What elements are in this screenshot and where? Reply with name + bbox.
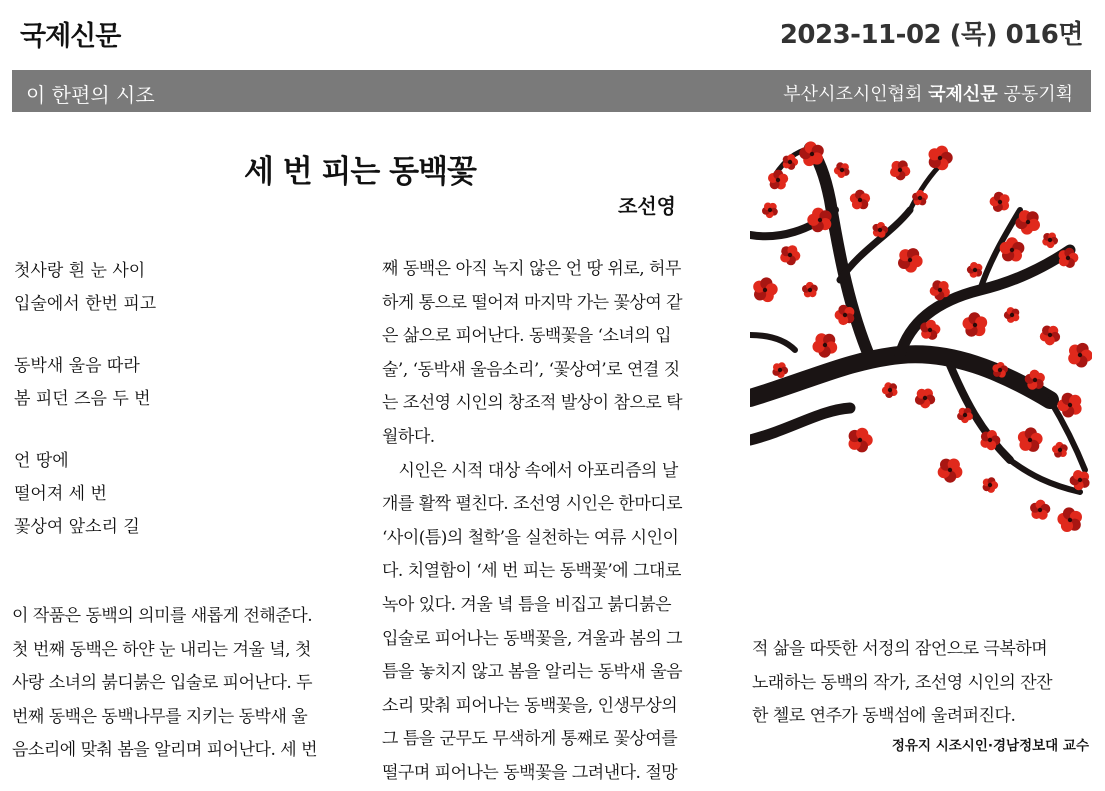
blossom-center	[988, 483, 992, 487]
blossom-center	[1078, 353, 1082, 357]
blossom-center	[948, 468, 952, 472]
commentary-line: 한 첼로 연주가 동백섬에 울려퍼진다.	[752, 706, 1016, 727]
commentary-line: 이 작품은 동백의 의미를 새롭게 전해준다.	[12, 606, 313, 626]
commentary-line: 은 삶으로 피어난다. 동백꽃을 ‘소녀의 입	[382, 326, 672, 347]
commentary-line: 소리 맞춰 피어나는 동백꽃을, 인생무상의	[382, 695, 678, 716]
commentary-line: 개를 활짝 펼친다. 조선영 시인은 한마디로	[382, 494, 683, 515]
blossom-petal	[975, 316, 987, 328]
commentary-line: 술’, ‘동박새 울음소리’, ‘꽃상여’로 연결 짓	[382, 359, 680, 380]
blossom-center	[818, 218, 822, 222]
blossom-center	[998, 200, 1002, 204]
section-title: 이 한편의 시조	[26, 83, 155, 107]
blossom-center	[1068, 403, 1072, 407]
commentary-line: 번째 동백은 동백나무를 지키는 동박새 울	[12, 706, 308, 727]
commentary-column-3	[752, 633, 1092, 734]
blossom-center	[1058, 448, 1062, 452]
poem-line: 첫사랑 흰 눈 사이	[14, 261, 146, 281]
blossom-center	[1026, 220, 1030, 224]
sponsor-suffix: 공동기획	[1003, 84, 1073, 105]
commentary-line: 입술로 피어나는 동백꽃을, 겨울과 봄의 그	[382, 628, 683, 649]
blossom-center	[1048, 238, 1052, 242]
blossom-center	[923, 396, 927, 400]
issue-dateline: 2023-11-02 (목) 016면	[779, 20, 1083, 50]
commentary-column-2	[382, 253, 722, 791]
commentary-line: 그 틈을 군무도 무색하게 통째로 꽃상여를	[382, 729, 678, 750]
sponsor-credit	[783, 80, 1073, 106]
blossom-petal	[838, 315, 848, 325]
blossom-center	[908, 258, 912, 262]
poem-line: 입술에서 한번 피고	[14, 294, 157, 314]
commentary-line: 첫 번째 동백은 하얀 눈 내리는 겨울 녘, 첫	[12, 639, 311, 660]
commentary-line: 녹아 있다. 겨울 녘 틈을 비집고 붉디붉은	[382, 594, 672, 615]
blossom-petal	[910, 255, 922, 267]
poem-line: 동박새 울음 따라	[14, 356, 140, 376]
poem-line: 봄 피던 즈음 두 번	[14, 389, 151, 409]
poem-title: 세 번 피는 동백꽃	[244, 154, 476, 190]
commentary-line: 하게 통으로 떨어져 마지막 가는 꽃상여 같	[382, 292, 683, 313]
blossom-center	[1028, 438, 1032, 442]
blossom-center	[973, 323, 977, 327]
blossom-cluster	[753, 141, 1092, 532]
commentary-line: 사랑 소녀의 붉디붉은 입술로 피어난다. 두	[12, 673, 313, 694]
blossom-center	[858, 198, 862, 202]
blossom-petal	[778, 174, 788, 184]
blossom-center	[778, 368, 782, 372]
blossom-center	[823, 343, 827, 347]
sponsor-paper: 국제신문	[928, 84, 998, 105]
blossom-petal	[856, 428, 868, 440]
blossom-petal	[813, 341, 825, 353]
blossom-center	[1078, 478, 1082, 482]
blossom-center	[810, 152, 814, 156]
blossom-center	[840, 168, 844, 172]
blossom-center	[1033, 378, 1037, 382]
blossom-center	[938, 288, 942, 292]
camellia-branch-illustration	[750, 140, 1092, 532]
blossom-petal	[807, 214, 819, 226]
blossom-center	[938, 156, 942, 160]
commentary-line: 음소리에 맞춰 봄을 알리며 피어난다. 세 번	[12, 740, 318, 761]
blossom-center	[843, 313, 847, 317]
section-band	[12, 70, 1091, 112]
poem-line: 꽃상여 앞소리 길	[14, 517, 140, 537]
poem-line: 언 땅에	[14, 451, 69, 471]
commentary-line: 째 동백은 아직 녹지 않은 언 땅 위로, 허무	[382, 259, 681, 279]
publication-name: 국제신문	[20, 21, 121, 52]
commentary-line: 시인은 시적 대상 속에서 아포리즘의 날	[382, 460, 678, 481]
blossom-center	[776, 178, 780, 182]
blossom-center	[808, 288, 812, 292]
blossom-petal	[1000, 242, 1012, 254]
blossom-center	[1048, 333, 1052, 337]
blossom-center	[998, 368, 1002, 372]
blossom-center	[898, 168, 902, 172]
commentary-line: 노래하는 동백의 작가, 조선영 시인의 잔잔	[752, 672, 1053, 693]
blossom-center	[973, 268, 977, 272]
blossom-center	[928, 328, 932, 332]
poem-line: 떨어져 세 번	[14, 484, 107, 504]
blossom-center	[1010, 248, 1014, 252]
blossom-center	[878, 228, 882, 232]
commentary-line: 는 조선영 시인의 창조적 발상이 참으로 탁	[382, 393, 683, 414]
blossom-center	[988, 438, 992, 442]
blossom-center	[1066, 256, 1070, 260]
commentary-column-1	[12, 600, 352, 768]
blossom-center	[788, 253, 792, 257]
commentary-line: 적 삶을 따뜻한 서정의 잠언으로 극복하며	[752, 639, 1048, 659]
blossom-center	[788, 160, 792, 164]
commentary-line: ‘사이(틈)의 철학’을 실천하는 여류 시인이	[382, 527, 679, 548]
blossom-center	[1068, 518, 1072, 522]
commentary-line: 떨구며 피어나는 동백꽃을 그려낸다. 절망	[382, 762, 678, 783]
commentary-line: 다. 치열함이 ‘세 번 피는 동백꽃’에 그대로	[382, 561, 681, 582]
blossom-center	[888, 388, 892, 392]
blossom-center	[963, 413, 967, 417]
commentary-line: 월하다.	[382, 426, 435, 447]
blossom-petal	[766, 283, 778, 295]
poem-author: 조선영	[618, 194, 676, 218]
blossom-center	[763, 288, 767, 292]
sponsor-prefix: 부산시조시인협회	[783, 84, 923, 105]
blossom-center	[858, 438, 862, 442]
commentator-credit: 정유지 시조시인·경남정보대 교수	[891, 738, 1089, 754]
blossom-center	[918, 196, 922, 200]
blossom-center	[1038, 508, 1042, 512]
blossom-center	[768, 208, 772, 212]
commentary-line: 틈을 놓치지 않고 봄을 알리는 동박새 울음	[382, 662, 683, 683]
poem-body	[14, 255, 156, 544]
blossom-center	[1010, 313, 1014, 317]
